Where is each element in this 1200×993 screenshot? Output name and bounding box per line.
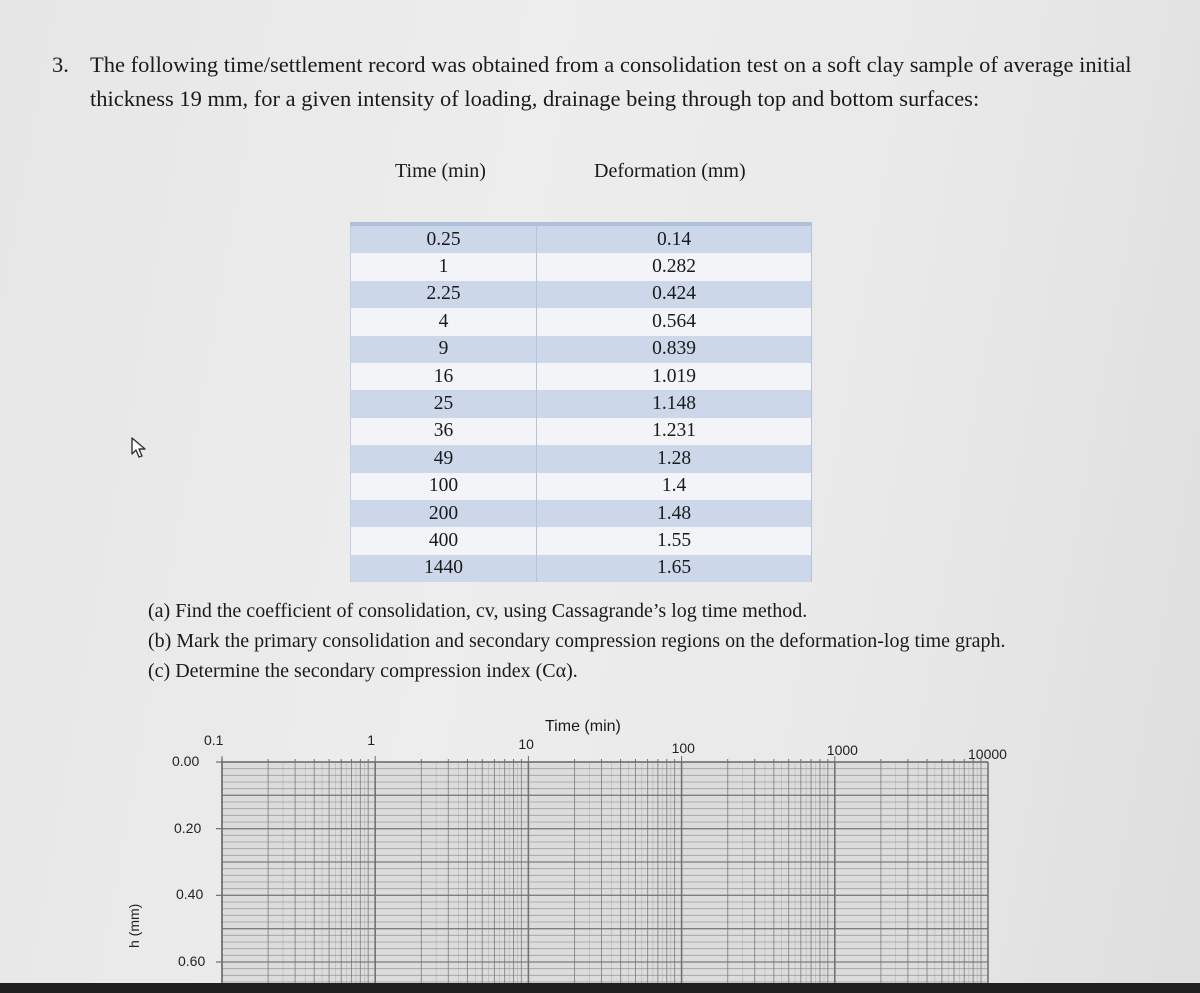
time-cell: 1 <box>351 253 537 280</box>
time-cell: 49 <box>351 445 537 472</box>
screen-bottom-bar <box>0 983 1200 993</box>
y-tick-label: 0.00 <box>172 753 200 769</box>
time-cell: 9 <box>351 336 537 363</box>
x-tick-label: 1 <box>367 732 375 748</box>
deformation-cell: 1.019 <box>537 363 812 390</box>
deformation-cell: 1.65 <box>537 555 812 582</box>
deformation-cell: 1.148 <box>537 390 812 417</box>
deformation-cell: 1.55 <box>537 527 812 554</box>
time-cell: 36 <box>351 418 537 445</box>
time-cell: 1440 <box>351 555 537 582</box>
deformation-cell: 0.14 <box>537 224 812 253</box>
question-a: (a) Find the coefficient of consolidation, cv, using Cassagrande’s log time method. <box>148 600 808 622</box>
question-b: (b) Mark the primary consolidation and secondary compression regions on the deformation-log time graph. <box>148 630 1006 652</box>
deformation-cell: 1.28 <box>537 445 812 472</box>
chart-y-axis-title: h (mm) <box>126 903 142 948</box>
deformation-cell: 1.4 <box>537 473 812 500</box>
problem-line-1: The following time/settlement record was obtained from a consolidation test on a soft clay sample of average initial <box>90 52 1132 77</box>
deformation-cell: 0.282 <box>537 253 812 280</box>
x-tick-label: 100 <box>671 740 695 756</box>
x-tick-label: 10000 <box>968 746 1007 762</box>
y-tick-label: 0.20 <box>174 819 202 836</box>
time-cell: 400 <box>351 527 537 554</box>
y-tick-label: 0.60 <box>178 953 206 969</box>
deformation-cell: 0.564 <box>537 308 812 335</box>
deformation-cell: 0.839 <box>537 336 812 363</box>
deformation-cell: 1.231 <box>537 418 812 445</box>
y-tick-label: 0.40 <box>176 886 204 903</box>
time-cell: 100 <box>351 473 537 500</box>
time-cell: 16 <box>351 363 537 390</box>
deformation-cell: 0.424 <box>537 281 812 308</box>
time-cell: 2.25 <box>351 281 537 308</box>
question-c: (c) Determine the secondary compression index (Cα). <box>148 660 578 682</box>
time-cell: 4 <box>351 308 537 335</box>
table-header-time: Time (min) <box>395 160 486 182</box>
problem-line-2: thickness 19 mm, for a given intensity of loading, drainage being through top and bottom surfaces: <box>90 86 980 111</box>
time-cell: 0.25 <box>351 224 537 253</box>
time-cell: 25 <box>351 390 537 417</box>
problem-number: 3. <box>52 52 69 77</box>
table-header-deformation: Deformation (mm) <box>594 160 746 182</box>
deformation-cell: 1.48 <box>537 500 812 527</box>
x-tick-label: 10 <box>518 736 534 752</box>
chart-x-axis-title: Time (min) <box>545 718 621 735</box>
x-tick-label: 1000 <box>826 742 858 758</box>
time-cell: 200 <box>351 500 537 527</box>
x-tick-label: 0.1 <box>204 732 224 748</box>
